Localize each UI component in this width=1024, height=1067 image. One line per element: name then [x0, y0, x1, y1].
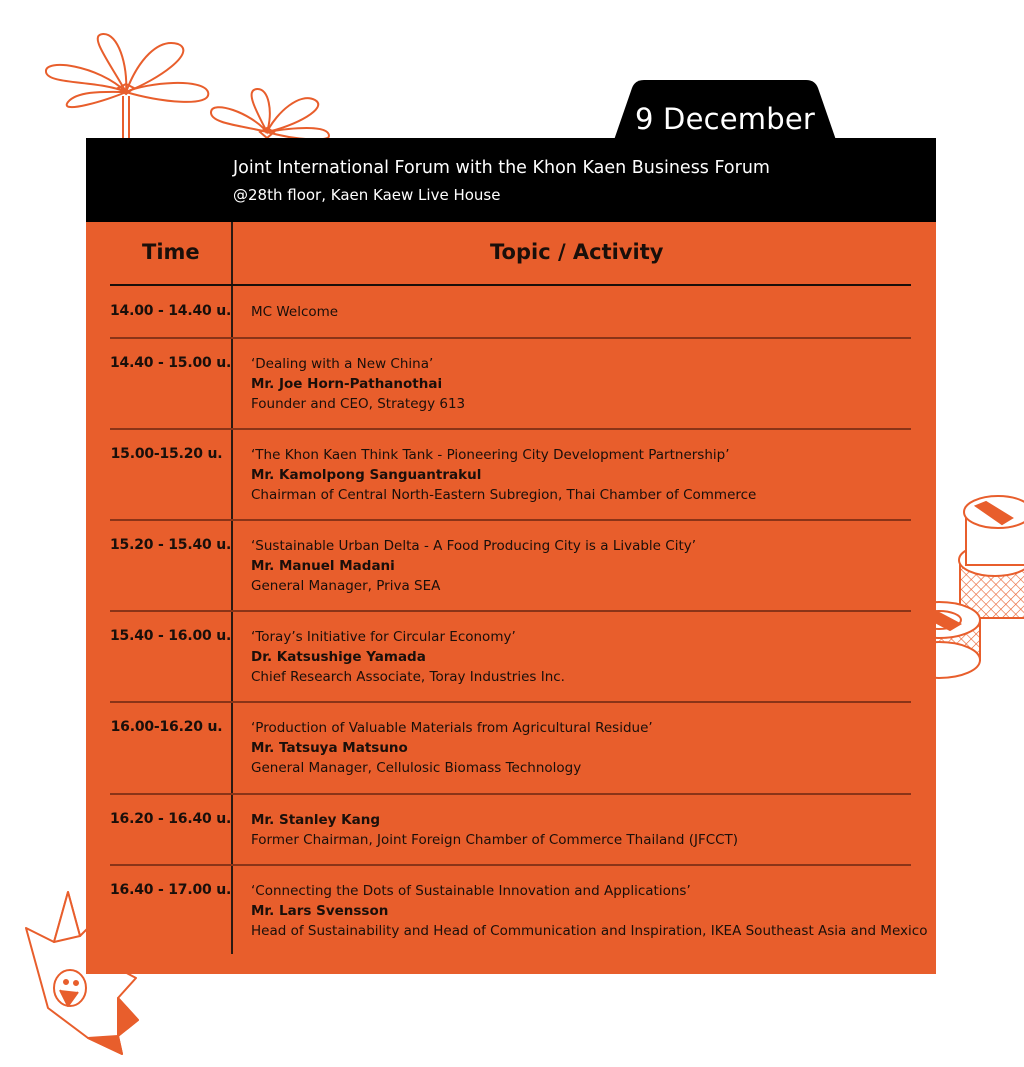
flower-illustration-large-icon	[38, 30, 218, 140]
session-speaker: Dr. Katsushige Yamada	[251, 649, 426, 665]
flower-illustration-small-icon	[205, 84, 335, 142]
row-divider	[110, 519, 911, 521]
session-speaker-role: Chairman of Central North-Eastern Subregion, Thai Chamber of Commerce	[251, 487, 757, 503]
session-time: 16.00-16.20 u.	[110, 719, 223, 735]
session-speaker: Mr. Tatsuya Matsuno	[251, 740, 408, 756]
session-speaker: Mr. Manuel Madani	[251, 558, 395, 574]
session-title: ‘Connecting the Dots of Sustainable Innovation and Applications’	[251, 883, 691, 899]
row-divider	[110, 793, 911, 795]
forum-title: Joint International Forum with the Khon Kaen Business Forum	[233, 158, 770, 178]
forum-header	[86, 138, 936, 222]
session-speaker-role: General Manager, Cellulosic Biomass Technology	[251, 760, 582, 776]
session-title: ‘Dealing with a New China’	[251, 356, 434, 372]
schedule-table	[86, 222, 936, 974]
session-title: ‘Production of Valuable Materials from Agricultural Residue’	[251, 720, 653, 736]
session-speaker-role: Chief Research Associate, Toray Industries Inc.	[251, 669, 565, 685]
topic-column-header: Topic / Activity	[490, 240, 664, 264]
session-title: ‘Sustainable Urban Delta - A Food Producing City is a Livable City’	[251, 538, 697, 554]
session-speaker: Mr. Kamolpong Sanguantrakul	[251, 467, 482, 483]
session-time: 14.40 - 15.00 u.	[110, 355, 232, 371]
date-tab	[614, 80, 836, 140]
row-divider	[110, 337, 911, 339]
column-divider	[231, 222, 233, 954]
date-label: 9 December	[634, 102, 816, 136]
session-time: 14.00 - 14.40 u.	[110, 303, 232, 319]
session-speaker-role: Head of Sustainability and Head of Communication and Inspiration, IKEA Southeast Asia and Mexico	[251, 923, 928, 939]
session-title: MC Welcome	[251, 304, 339, 320]
header-divider	[110, 284, 911, 286]
row-divider	[110, 701, 911, 703]
session-speaker-role: Founder and CEO, Strategy 613	[251, 396, 466, 412]
session-time: 15.40 - 16.00 u.	[110, 628, 232, 644]
session-title: ‘The Khon Kaen Think Tank - Pioneering City Development Partnership’	[251, 447, 730, 463]
session-time: 15.20 - 15.40 u.	[110, 537, 232, 553]
row-divider	[110, 610, 911, 612]
row-divider	[110, 428, 911, 430]
session-speaker-role: General Manager, Priva SEA	[251, 578, 441, 594]
time-column-header: Time	[142, 240, 200, 264]
session-title: ‘Toray’s Initiative for Circular Economy’	[251, 629, 516, 645]
session-time: 15.00-15.20 u.	[110, 446, 223, 462]
row-divider	[110, 864, 911, 866]
session-time: 16.40 - 17.00 u.	[110, 882, 232, 898]
forum-location: @28th floor, Kaen Kaew Live House	[233, 186, 501, 204]
session-speaker-role: Former Chairman, Joint Foreign Chamber of Commerce Thailand (JFCCT)	[251, 832, 739, 848]
session-speaker: Mr. Lars Svensson	[251, 903, 389, 919]
session-speaker: Mr. Joe Horn-Pathanothai	[251, 376, 443, 392]
session-speaker: Mr. Stanley Kang	[251, 812, 381, 828]
session-time: 16.20 - 16.40 u.	[110, 811, 232, 827]
